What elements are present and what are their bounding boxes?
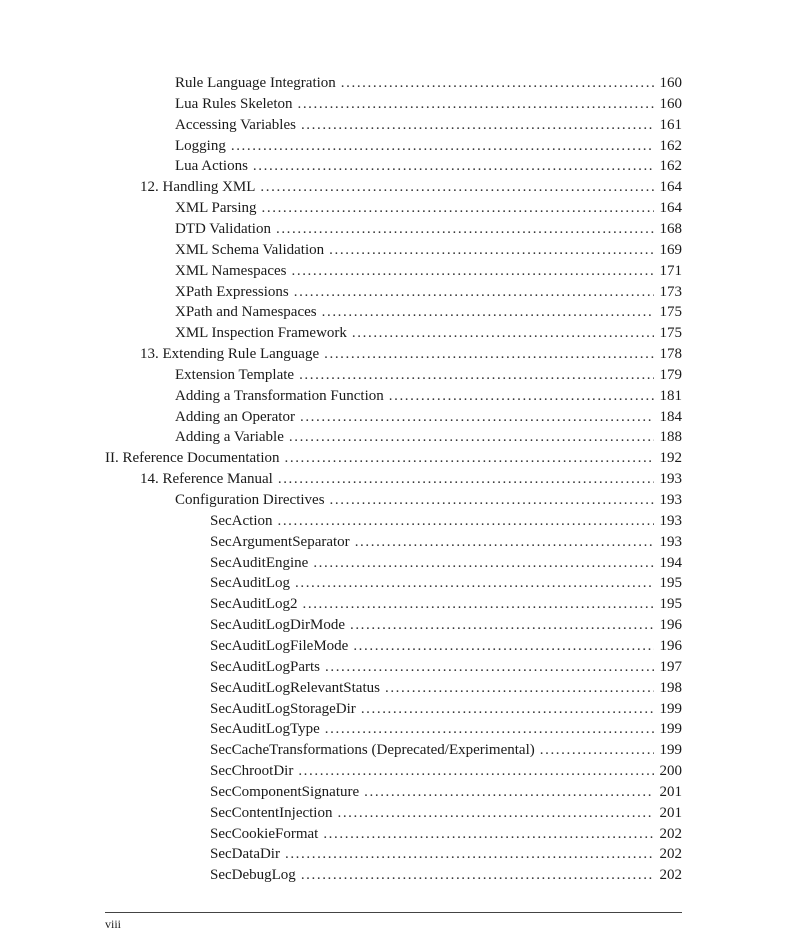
toc-entry[interactable]: [210, 803, 682, 823]
toc-entry[interactable]: [175, 323, 682, 343]
toc-entry[interactable]: [175, 156, 682, 176]
toc-dot-leader: [299, 365, 654, 385]
toc-entry-title: Lua Rules Skeleton: [175, 95, 293, 112]
toc-dot-leader: [231, 136, 654, 156]
toc-entry-title: SecDebugLog: [210, 867, 296, 884]
toc-entry[interactable]: [175, 115, 682, 135]
toc-entry-title: SecAuditLog: [210, 575, 290, 592]
toc-entry-title: Extension Template: [175, 366, 295, 383]
toc-entry[interactable]: [210, 573, 682, 593]
toc-dot-leader: [301, 115, 654, 135]
toc-entry-page-number: 184: [659, 408, 682, 425]
toc-entry-title: SecAuditLogRelevantStatus: [210, 679, 380, 696]
toc-dot-leader: [278, 469, 654, 489]
toc-entry-page-number: 200: [659, 763, 682, 780]
toc-entry[interactable]: [210, 615, 682, 635]
toc-dot-leader: [294, 282, 654, 302]
toc-dot-leader: [292, 261, 655, 281]
toc-entry[interactable]: [210, 761, 682, 781]
toc-entry[interactable]: [210, 844, 682, 864]
toc-dot-leader: [322, 302, 654, 322]
toc-entry[interactable]: [175, 198, 682, 218]
toc-entry-title: Rule Language Integration: [175, 75, 336, 91]
toc-entry-page-number: 193: [659, 492, 682, 508]
toc-dot-leader: [260, 177, 654, 197]
toc-entry-page-number: 199: [659, 721, 682, 738]
toc-dot-leader: [300, 407, 654, 427]
toc-entry-page-number: 171: [659, 262, 682, 279]
toc-entry-title: SecAction: [210, 512, 273, 529]
toc-entry-title: SecAuditLogDirMode: [210, 617, 345, 634]
toc-entry-page-number: 197: [659, 658, 682, 675]
toc-entry-title: Adding a Transformation Function: [175, 387, 384, 404]
toc-dot-leader: [323, 824, 654, 844]
toc-dot-leader: [285, 844, 654, 864]
toc-entry[interactable]: [210, 782, 682, 802]
toc-entry[interactable]: [210, 699, 682, 719]
toc-entry-title: XML Inspection Framework: [175, 325, 347, 342]
toc-entry-page-number: 160: [659, 75, 682, 91]
toc-dot-leader: [277, 511, 654, 531]
toc-entry[interactable]: [175, 427, 682, 447]
toc-entry-title: II. Reference Documentation: [105, 450, 280, 467]
toc-dot-leader: [295, 573, 654, 593]
toc-dot-leader: [303, 594, 655, 614]
toc-dot-leader: [325, 719, 654, 739]
toc-entry[interactable]: [140, 344, 682, 364]
toc-entry-title: 12. Handling XML: [140, 179, 256, 196]
toc-dot-leader: [289, 427, 654, 447]
toc-dot-leader: [298, 761, 654, 781]
toc-entry-page-number: 201: [659, 804, 682, 821]
toc-entry-page-number: 193: [659, 533, 682, 550]
toc-entry-title: DTD Validation: [175, 220, 271, 237]
toc-entry-page-number: 199: [659, 742, 682, 759]
toc-entry-title: XML Schema Validation: [175, 241, 325, 258]
toc-dot-leader: [355, 532, 654, 552]
toc-entry[interactable]: [210, 553, 682, 573]
toc-entry-page-number: 202: [659, 825, 682, 842]
toc-entry-page-number: 199: [659, 700, 682, 717]
toc-dot-leader: [352, 323, 654, 343]
toc-dot-leader: [285, 448, 655, 468]
toc-entry[interactable]: [175, 261, 682, 281]
toc-dot-leader: [324, 344, 654, 364]
toc-dot-leader: [385, 678, 654, 698]
toc-entry-title: SecAuditLogStorageDir: [210, 700, 356, 717]
toc-entry[interactable]: [210, 865, 682, 885]
toc-entry-page-number: 173: [659, 283, 682, 300]
toc-entry-page-number: 192: [659, 450, 682, 467]
toc-dot-leader: [361, 699, 654, 719]
toc-entry-title: SecAuditLogParts: [210, 658, 320, 675]
toc-entry-title: Accessing Variables: [175, 116, 296, 133]
toc-entry-page-number: 164: [659, 179, 682, 196]
toc-entry[interactable]: [175, 136, 682, 156]
toc-entry-title: Lua Actions: [175, 158, 248, 175]
toc-entry-page-number: 196: [659, 637, 682, 654]
toc-entry-page-number: 194: [659, 554, 682, 571]
toc-entry[interactable]: [210, 657, 682, 677]
toc-entry-page-number: 178: [659, 346, 682, 363]
toc-entry-page-number: 162: [659, 137, 682, 154]
toc-dot-leader: [325, 657, 654, 677]
toc-entry[interactable]: [175, 365, 682, 385]
toc-entry-title: SecArgumentSeparator: [210, 533, 350, 550]
toc-entry-title: 13. Extending Rule Language: [140, 346, 320, 363]
toc-entry-title: Configuration Directives: [175, 492, 325, 508]
toc-entry-title: XML Namespaces: [175, 262, 287, 279]
toc-entry[interactable]: [175, 94, 682, 114]
toc-dot-leader: [262, 198, 654, 218]
toc-entry-page-number: 175: [659, 325, 682, 342]
toc-entry-page-number: 188: [659, 429, 682, 446]
toc-entry-title: Adding a Variable: [175, 429, 284, 446]
toc-entry[interactable]: [210, 824, 682, 844]
toc-dot-leader: [301, 865, 654, 885]
toc-entry[interactable]: [175, 219, 682, 239]
toc-entry-page-number: 179: [659, 366, 682, 383]
toc-entry-title: SecAuditLogFileMode: [210, 637, 349, 654]
toc-entry-title: SecDataDir: [210, 846, 280, 863]
toc-entry-page-number: 161: [659, 116, 682, 133]
toc-entry-page-number: 169: [659, 241, 682, 258]
toc-entry-page-number: 164: [659, 200, 682, 217]
toc-entry-title: SecAuditLog2: [210, 596, 298, 613]
toc-entry-page-number: 202: [659, 846, 682, 863]
toc-entry-title: SecContentInjection: [210, 804, 333, 821]
toc-entry-page-number: 195: [659, 575, 682, 592]
toc-dot-leader: [350, 615, 654, 635]
toc-entry[interactable]: [210, 636, 682, 656]
toc-entry-title: SecAuditEngine: [210, 554, 309, 571]
toc-entry[interactable]: [175, 73, 682, 93]
toc-entry-page-number: 160: [659, 95, 682, 112]
toc-dot-leader: [540, 740, 654, 760]
toc-entry[interactable]: [175, 407, 682, 427]
toc-entry-page-number: 195: [659, 596, 682, 613]
toc-entry[interactable]: [210, 511, 682, 531]
toc-dot-leader: [313, 553, 654, 573]
toc-entry[interactable]: [140, 177, 682, 197]
toc-dot-leader: [341, 73, 654, 93]
toc-entry[interactable]: [105, 448, 682, 468]
toc-dot-leader: [389, 386, 654, 406]
toc-entry-title: XML Parsing: [175, 200, 257, 217]
toc-entry[interactable]: [175, 282, 682, 302]
footer-page-number: viii: [105, 917, 122, 931]
toc-entry[interactable]: [175, 240, 682, 260]
toc-dot-leader: [297, 94, 654, 114]
toc-dot-leader: [330, 490, 654, 510]
footer-rule: [105, 912, 682, 913]
toc-entry[interactable]: [210, 740, 682, 760]
toc-entry-page-number: 193: [659, 471, 682, 488]
toc-dot-leader: [364, 782, 654, 802]
toc-entry-page-number: 196: [659, 617, 682, 634]
toc-entry[interactable]: [210, 719, 682, 739]
toc-entry-page-number: 202: [659, 867, 682, 884]
toc-dot-leader: [253, 156, 654, 176]
toc-entry-title: SecCookieFormat: [210, 825, 319, 842]
toc-dot-leader: [353, 636, 654, 656]
toc-entry-page-number: 181: [659, 387, 682, 404]
toc-entry-title: SecChrootDir: [210, 763, 294, 780]
toc-entry-title: 14. Reference Manual: [140, 471, 273, 488]
toc-entry-page-number: 193: [659, 512, 682, 529]
toc-entry-title: XPath Expressions: [175, 283, 289, 300]
toc-entry-title: SecAuditLogType: [210, 721, 320, 738]
toc-entry-title: XPath and Namespaces: [175, 304, 317, 321]
toc-entry[interactable]: [175, 386, 682, 406]
toc-dot-leader: [276, 219, 654, 239]
toc-dot-leader: [329, 240, 654, 260]
toc-entry-page-number: 198: [659, 679, 682, 696]
toc-entry[interactable]: [210, 678, 682, 698]
toc-entry-page-number: 168: [659, 220, 682, 237]
toc-entry[interactable]: [175, 302, 682, 322]
toc-entry[interactable]: [210, 532, 682, 552]
toc-entry-page-number: 201: [659, 783, 682, 800]
toc-entry-title: Adding an Operator: [175, 408, 295, 425]
toc-entry[interactable]: [175, 490, 682, 510]
toc-entry-title: Logging: [175, 137, 226, 154]
toc-entry-title: SecCacheTransformations (Deprecated/Experimental): [210, 742, 535, 759]
toc-dot-leader: [337, 803, 654, 823]
toc-entry[interactable]: [210, 594, 682, 614]
toc-entry-page-number: 175: [659, 304, 682, 321]
toc-entry[interactable]: [140, 469, 682, 489]
toc-entry-title: SecComponentSignature: [210, 783, 360, 800]
toc-entry-page-number: 162: [659, 158, 682, 175]
